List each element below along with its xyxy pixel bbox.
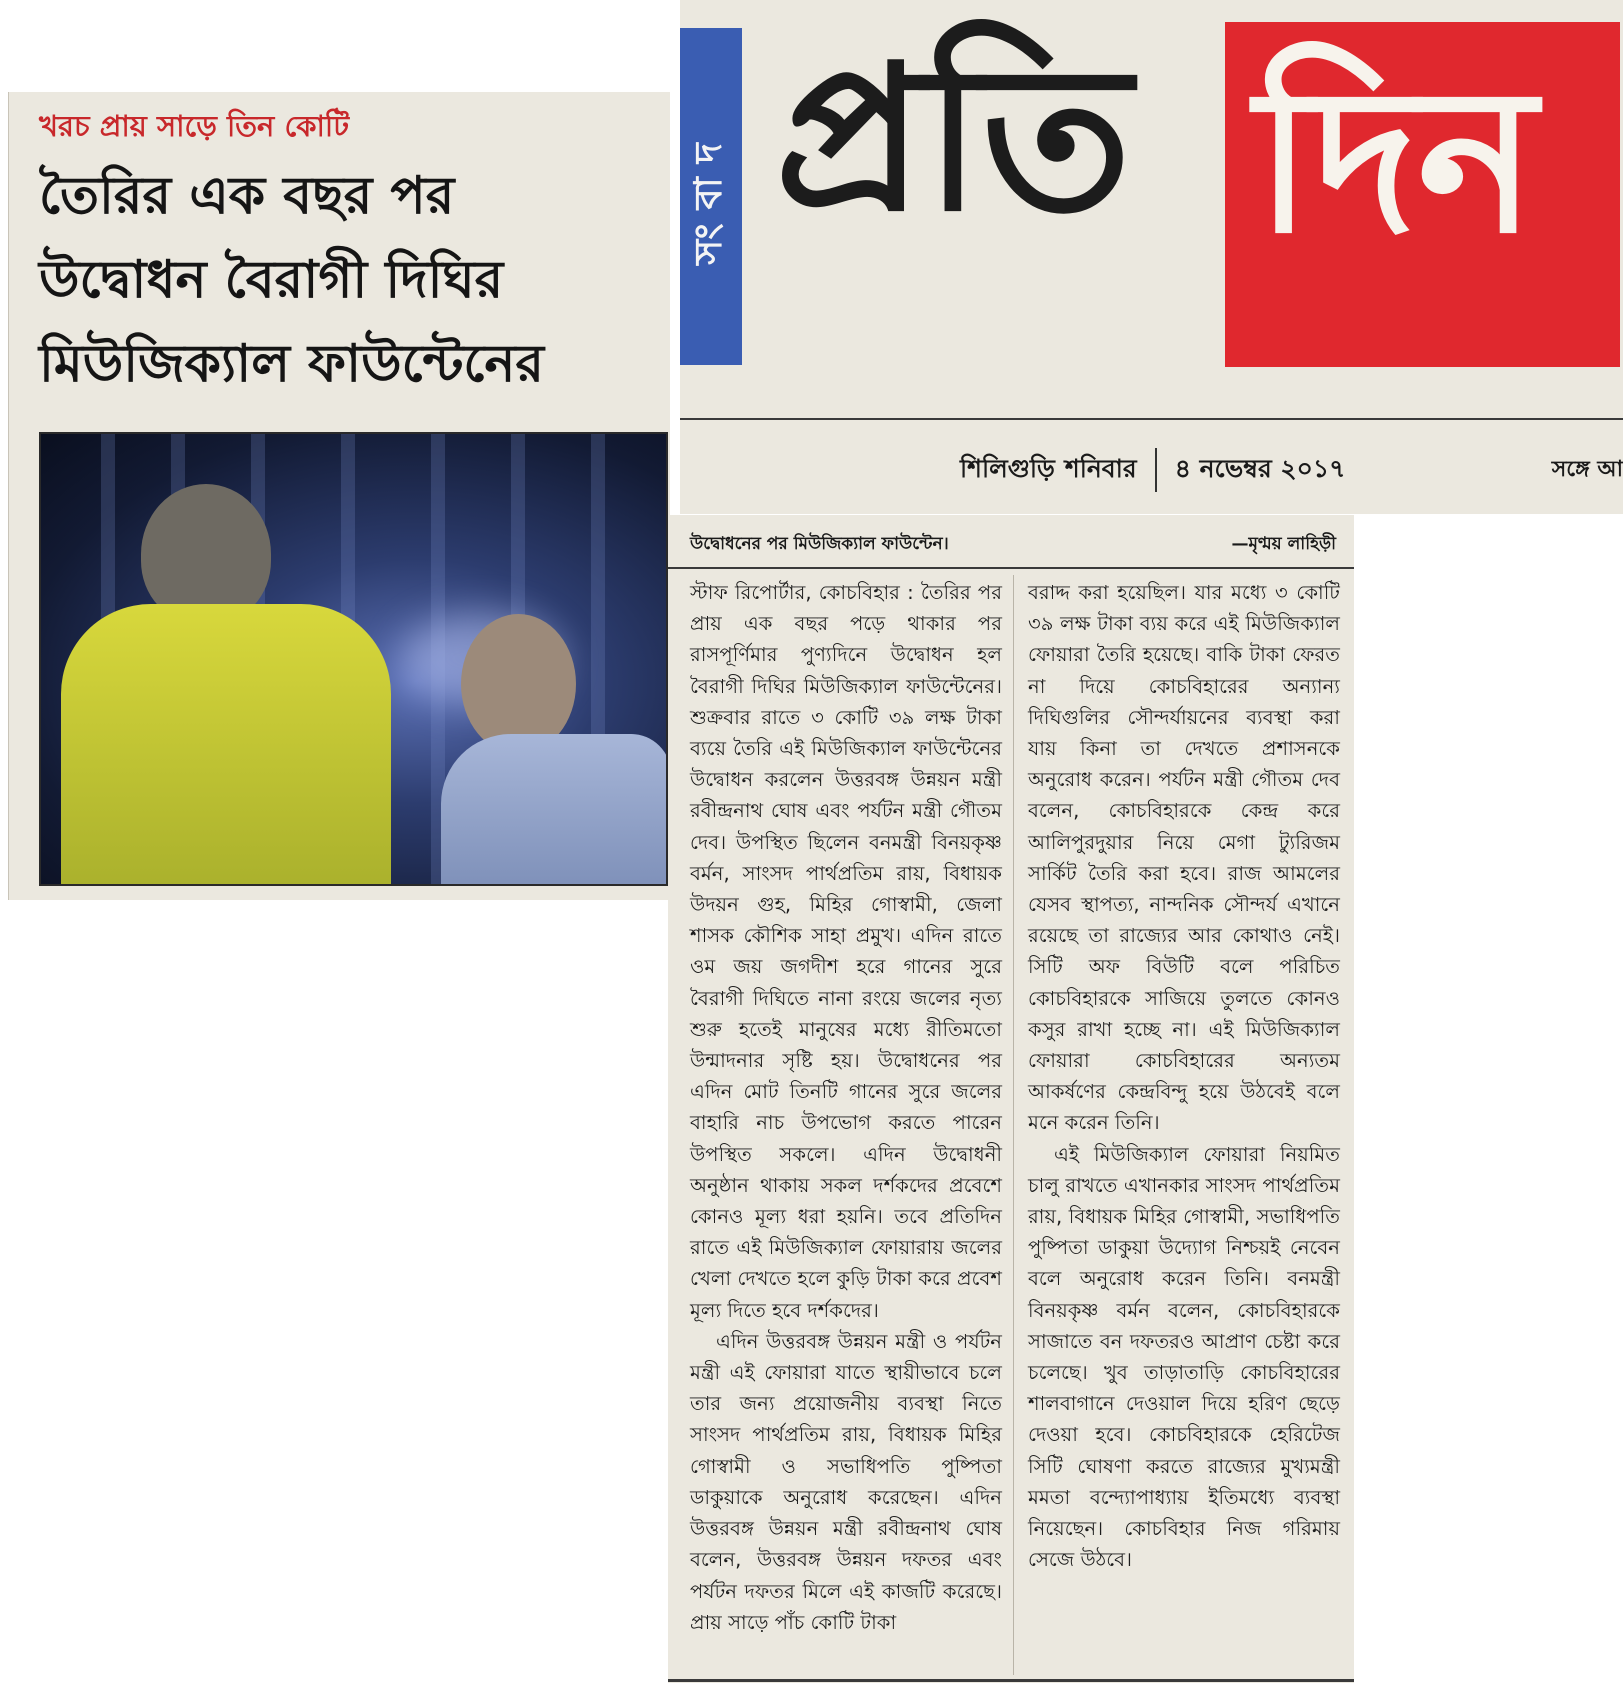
date-text: ৪ নভেম্বর ২০১৭ — [1174, 453, 1346, 483]
city-name: শিলিগুড়ি — [960, 453, 1055, 483]
newspaper-masthead — [680, 0, 1623, 514]
news-photo — [39, 432, 668, 886]
paragraph: এই মিউজিক্যাল ফোয়ারা নিয়মিত চালু রাখতে এখানকার সাংসদ পার্থপ্রতিম রায়, বিধায়ক মিহির গোস্বামী, সভাধিপতি পুষ্পিতা ডাকুয়া উদ্যোগ নিশ্চয়ই নেবেন বলে অনুরোধ করেন তিনি। বনমন্ত্রী বিনয়কৃষ্ণ বর্মন বলেন, কোচবিহারকে সাজাতে বন দফতরও আপ্রাণ চেষ্টা করে চলেছে। খুব তাড়াতাড়ি কোচবিহারের শালবাগানে দেওয়াল দিয়ে হরিণ ছেড়ে দেওয়া হবে। কোচবিহারকে হেরিটেজ সিটি ঘোষণা করতে রাজ্যের মুখ্যমন্ত্রী মমতা বন্দ্যোপাধ্যায় ইতিমধ্যে ব্যবস্থা নিয়েছেন। কোচবিহার নিজ গরিমায় সেজে উঠবে। — [1028, 1142, 1340, 1572]
headline-line: উদ্বোধন বৈরাগী দিঘির — [39, 250, 504, 310]
person-figure — [141, 484, 271, 624]
paragraph: স্টাফ রিপোর্টার, কোচবিহার : তৈরির পর প্রায় এক বছর পড়ে থাকার পর রাসপূর্ণিমার পুণ্যদিনে উদ্বোধন হল বৈরাগী দিঘির মিউজিক্যাল ফাউন্টেনের। শুক্রবার রাতে ৩ কোটি ৩৯ লক্ষ টাকা ব্যয়ে তৈরি এই মিউজিক্যাল ফাউন্টেনের উদ্বোধন করলেন উত্তরবঙ্গ উন্নয়ন মন্ত্রী রবীন্দ্রনাথ ঘোষ এবং পর্যটন মন্ত্রী গৌতম দেব। উপস্থিত ছিলেন বনমন্ত্রী বিনয়কৃষ্ণ বর্মন, সাংসদ পার্থপ্রতিম রায়, বিধায়ক উদয়ন গুহ, মিহির গোস্বামী, জেলা শাসক কৌশিক সাহা প্রমুখ। এদিন রাতে ওম জয় জগদীশ হরে গানের সুরে বৈরাগী দিঘিতে নানা রংয়ে জলের নৃত্য শুরু হতেই মানুষের মধ্যে রীতিমতো উন্মাদনার সৃষ্টি হয়। উদ্বোধনের পর এদিন মোট তিনটি গানের সুরে জলের বাহারি নাচ উপভোগ করতে পারেন উপস্থিত সকলে। এদিন উদ্বোধনী অনুষ্ঠান থাকায় সকল দর্শকদের প্রবেশে কোনও মূল্য ধরা হয়নি। তবে প্রতিদিন রাতে এই মিউজিক্যাল ফোয়ারায় জলের খেলা দেখতে হলে কুড়ি টাকা করে প্রবেশ মূল্য দিতে হবে দর্শকদের। — [690, 581, 1002, 1322]
divider — [1155, 448, 1157, 492]
masthead-badge — [680, 28, 742, 365]
photo-caption: উদ্বোধনের পর মিউজিক্যাল ফাউন্টেন। — [690, 534, 949, 554]
badge-text: সংবাদ — [686, 128, 730, 265]
paragraph: বরাদ্দ করা হয়েছিল। যার মধ্যে ৩ কোটি ৩৯ লক্ষ টাকা ব্যয় করে এই মিউজিক্যাল ফোয়ারা তৈরি হয়েছে। বাকি টাকা ফেরত না দিয়ে কোচবিহারের অন্যান্য দিঘিগুলির সৌন্দর্যায়নের ব্যবস্থা করা যায় কিনা তা দেখতে প্রশাসনকে অনুরোধ করেন। পর্যটন মন্ত্রী গৌতম দেব বলেন, কোচবিহারকে কেন্দ্র করে আলিপুরদুয়ার নিয়ে মেগা ট্যুরিজম সার্কিট তৈরি করা হবে। রাজ আমলের যেসব স্থাপত্য, নান্দনিক সৌন্দর্য এখানে রয়েছে তা রাজ্যের আর কোথাও নেই। সিটি অফ বিউটি বলে পরিচিত কোচবিহারকে সাজিয়ে তুলতে কোনও কসুর রাখা হচ্ছে না। এই মিউজিক্যাল ফোয়ারা কোচবিহারের অন্যতম আকর্ষণের কেন্দ্রবিন্দু হয়ে উঠবেই বলে মনে করেন তিনি। — [1028, 581, 1340, 1135]
logo-right-block — [1225, 22, 1620, 367]
kicker-text: খরচ প্রায় সাড়ে তিন কোটি — [39, 109, 350, 143]
bottom-rule — [668, 1679, 1354, 1682]
article-body — [668, 515, 1354, 1683]
paragraph: এদিন উত্তরবঙ্গ উন্নয়ন মন্ত্রী ও পর্যটন মন্ত্রী এই ফোয়ারা যাতে স্থায়ীভাবে চলে তার জন্য প্রয়োজনীয় ব্যবস্থা নিতে সাংসদ পার্থপ্রতিম রায়, বিধায়ক মিহির গোস্বামী ও সভাধিপতি পুষ্পিতা ডাকুয়াকে অনুরোধ করেছেন। এদিন উত্তরবঙ্গ উন্নয়ন মন্ত্রী রবীন্দ্রনাথ ঘোষ বলেন, উত্তরবঙ্গ উন্নয়ন দফতর এবং পর্যটন দফতর মিলে এই কাজটি করেছে। প্রায় সাড়ে পাঁচ কোটি টাকা — [690, 1329, 1002, 1634]
article-column-2 — [1028, 577, 1340, 1576]
weekday: শনিবার — [1064, 453, 1137, 483]
teaser-text: সঙ্গে আ — [1551, 457, 1623, 482]
article-column-1 — [690, 577, 1002, 1638]
headline-clipping — [8, 92, 670, 900]
dateline — [960, 448, 1345, 492]
person-figure — [441, 734, 668, 886]
masthead-rule — [680, 418, 1623, 420]
caption-bar — [668, 515, 1354, 569]
person-figure — [61, 604, 391, 886]
photo-credit: —মৃণ্ময় লাহিড়ী — [1231, 534, 1336, 554]
headline-line: তৈরির এক বছর পর — [39, 166, 455, 226]
person-figure — [461, 614, 576, 754]
logo-right-text: দিন — [1255, 45, 1537, 278]
headline-line: মিউজিক্যাল ফাউন্টেনের — [39, 334, 544, 394]
headline — [39, 154, 669, 406]
logo-left-text: প্রতি — [775, 23, 1132, 256]
column-divider — [1013, 575, 1014, 1675]
